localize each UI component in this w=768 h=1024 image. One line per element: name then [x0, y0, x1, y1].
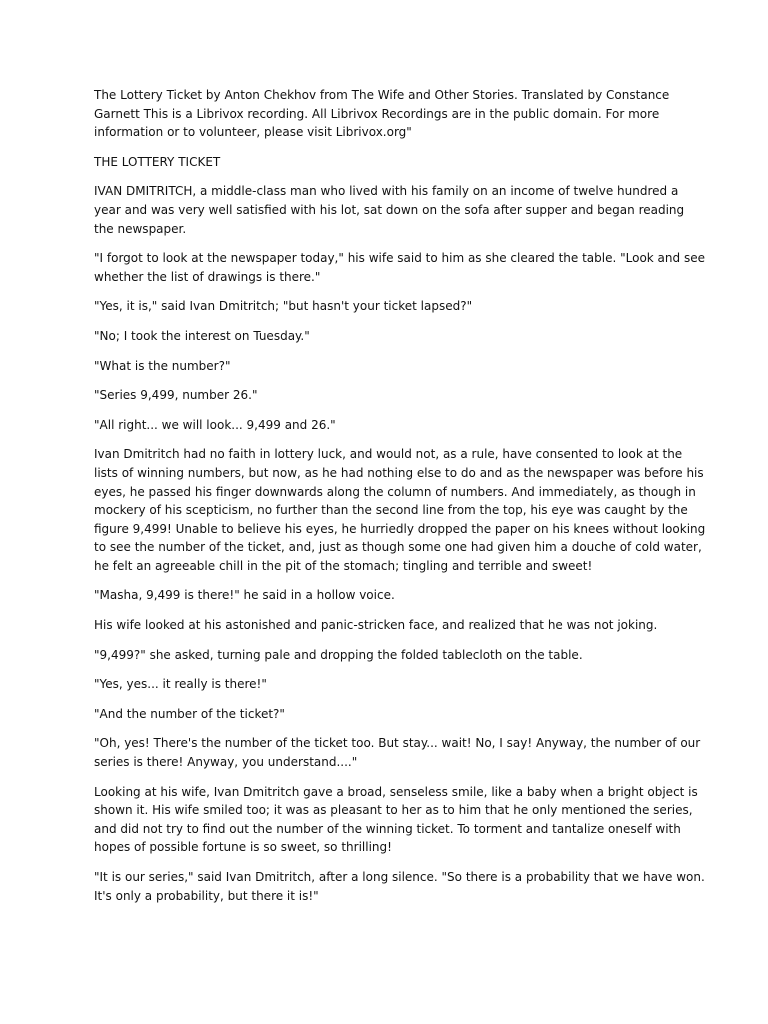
paragraph: Looking at his wife, Ivan Dmitritch gave a broad, senseless smile, like a baby when a bright object is shown it. His wife smiled too; it was as pleasant to her as to him that he only mentioned the series, and did not try to find out the number of the winning ticket. To torment and tantalize oneself with hopes of possible fortune is so sweet, so thrilling! [94, 784, 698, 855]
paragraph: His wife looked at his astonished and panic-stricken face, and realized that he was not joking. [94, 618, 658, 633]
paragraph: "9,499?" she asked, turning pale and dropping the folded tablecloth on the table. [94, 647, 583, 662]
paragraph: "All right... we will look... 9,499 and 26." [94, 417, 336, 432]
paragraph: "I forgot to look at the newspaper today," his wife said to him as she cleared the table. "Look and see whether the list of drawings is there." [94, 251, 705, 284]
paragraph: "Oh, yes! There's the number of the ticket too. But stay... wait! No, I say! Anyway, the number of our series is there! Anyway, you understand...." [94, 736, 701, 770]
paragraph: "Yes, it is," said Ivan Dmitritch; "but hasn't your ticket lapsed?" [94, 299, 473, 314]
document-page [94, 86, 706, 916]
paragraph: "It is our series," said Ivan Dmitritch, after a long silence. "So there is a probability that we have won. It's only a probability, but there it is!" [94, 870, 705, 903]
paragraph: IVAN DMITRITCH, a middle-class man who lived with his family on an income of twelve hundred a year and was very well satisfied with his lot, sat down on the sofa after supper and began reading the newspaper. [94, 184, 685, 236]
paragraph: Ivan Dmitritch had no faith in lottery luck, and would not, as a rule, have consented to look at the lists of winning numbers, but now, as he had nothing else to do and as the newspaper was before his eyes, he passed his finger downwards along the column of numbers. And immediately, as though in mockery of his scepticism, no further than the second line from the top, his eye was caught by the figure 9,499! Unable to believe his eyes, he hurriedly dropped the paper on his knees without looking to see the number of the ticket, and, just as though some one had given him a douche of cold water, he felt an agreeable chill in the pit of the stomach; tingling and terrible and sweet! [94, 447, 706, 573]
paragraph: "What is the number?" [94, 358, 231, 373]
paragraph: "Series 9,499, number 26." [94, 388, 258, 403]
paragraph: "Masha, 9,499 is there!" he said in a hollow voice. [94, 588, 395, 603]
intro-paragraph: The Lottery Ticket by Anton Chekhov from The Wife and Other Stories. Translated by Constance Garnett This is a Librivox recording. All Librivox Recordings are in the public domain. For more information or to volunteer, please visit Librivox.org" [94, 88, 670, 140]
story-title: THE LOTTERY TICKET [94, 154, 221, 169]
paragraph: "And the number of the ticket?" [94, 706, 285, 721]
paragraph: "Yes, yes... it really is there!" [94, 677, 267, 692]
paragraph: "No; I took the interest on Tuesday." [94, 328, 310, 343]
